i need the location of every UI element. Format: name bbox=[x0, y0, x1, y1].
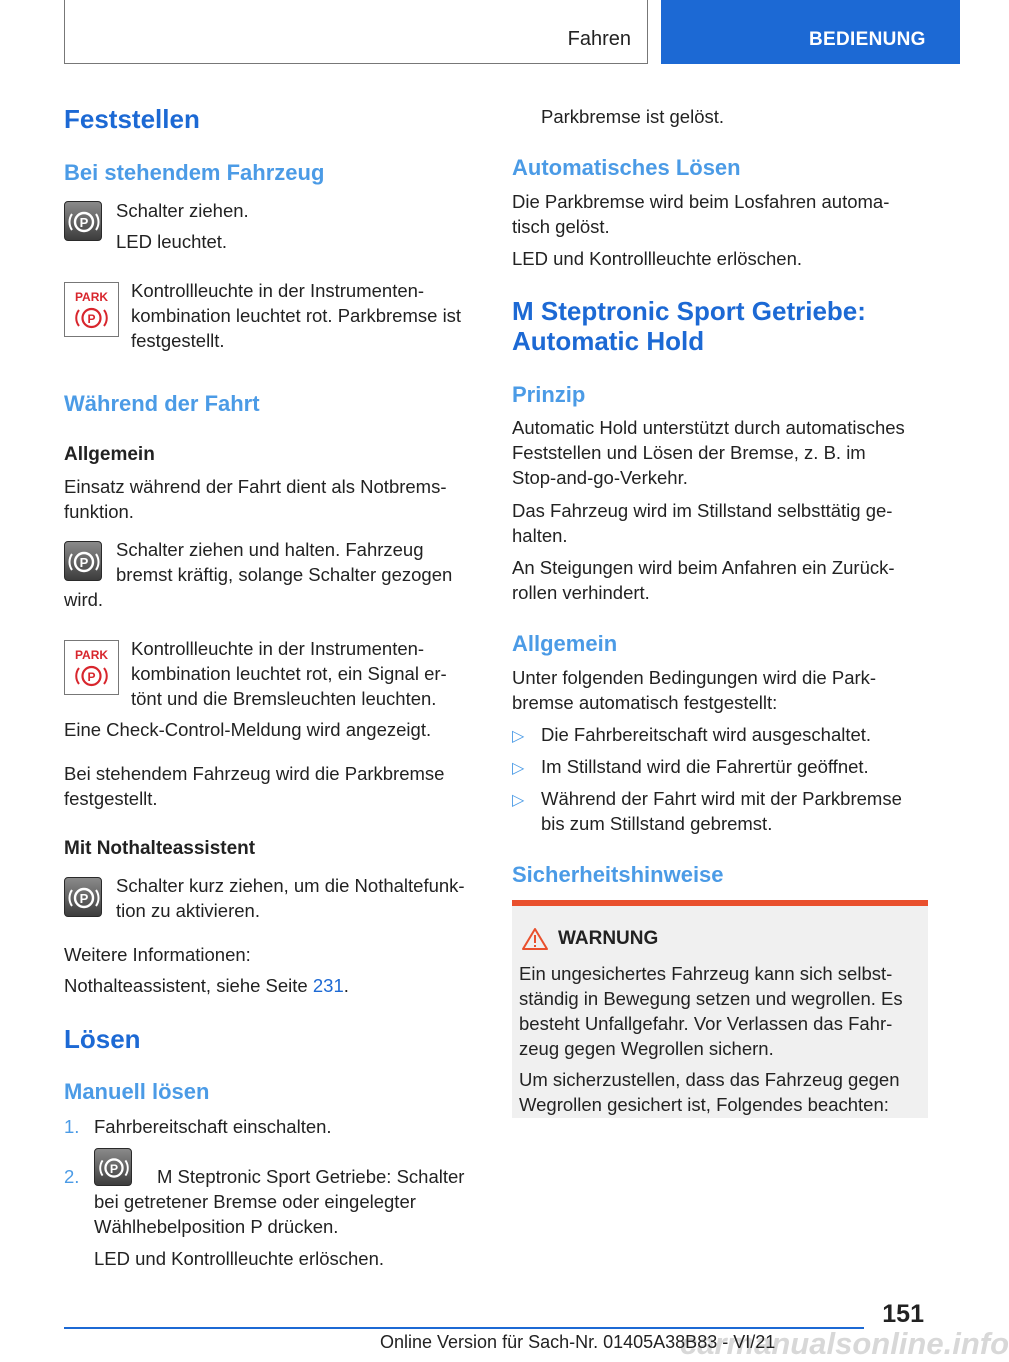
heading-prinzip: Prinzip bbox=[512, 382, 586, 407]
park-warning-light-icon bbox=[64, 282, 119, 337]
text-bedingungen: Unter folgenden Bedingungen wird die Park- bremse automatisch festgestellt: bbox=[512, 667, 877, 713]
text-schalter-halten-1: Schalter ziehen und halten. Fahrzeug bremst kräftig, solange Schalter gezogen bbox=[116, 539, 453, 585]
list-item: Während der Fahrt wird mit der Parkbremse bis zum Stillstand gebremst. bbox=[541, 788, 902, 834]
parking-brake-switch-icon bbox=[64, 877, 102, 917]
footer-version: Online Version für Sach-Nr. 01405A38B83 - VI/21 bbox=[380, 1332, 776, 1352]
header-section-box bbox=[64, 0, 648, 64]
heading-loesen: Lösen bbox=[64, 1024, 141, 1054]
heading-steptronic-automatic-hold: M Steptronic Sport Getriebe: Automatic Hold bbox=[512, 296, 866, 356]
heading-sicherheitshinweise: Sicherheitshinweise bbox=[512, 862, 724, 887]
text-stehend-festgestellt: Bei stehendem Fahrzeug wird die Parkbremse festgestellt. bbox=[64, 763, 445, 809]
park-warning-light-icon bbox=[64, 640, 119, 695]
text-kontrollleuchte-2: Kontrollleuchte in der Instrumenten- kombination leuchtet rot, ein Signal er- tönt und die Bremsleuchten leuchten. bbox=[131, 638, 447, 709]
step-2-text-line1: M Steptronic Sport Getriebe: Schalter bbox=[157, 1166, 465, 1187]
text-stillstand: Das Fahrzeug wird im Stillstand selbsttätig ge- halten. bbox=[512, 500, 893, 546]
svg-text:P: P bbox=[87, 312, 96, 326]
parking-brake-switch-icon bbox=[64, 201, 102, 241]
text-prinzip: Automatic Hold unterstützt durch automatisches Feststellen und Lösen der Bremse, z. B. im Stop-and-go-Verkehr. bbox=[512, 417, 905, 488]
heading-feststellen: Feststellen bbox=[64, 104, 200, 134]
text-led-leuchtet: LED leuchtet. bbox=[116, 231, 228, 252]
text-schalter-halten-2: wird. bbox=[64, 589, 104, 610]
heading-allgemein-left: Allgemein bbox=[64, 444, 155, 465]
text-check-control: Eine Check-Control-Meldung wird angezeigt. bbox=[64, 719, 432, 740]
heading-mit-nothalteassistent: Mit Nothalteassistent bbox=[64, 838, 256, 859]
heading-bei-stehendem-fahrzeug: Bei stehendem Fahrzeug bbox=[64, 160, 325, 185]
heading-automatisches-loesen: Automatisches Lösen bbox=[512, 155, 741, 180]
page-number: 151 bbox=[882, 1300, 924, 1328]
warning-bar bbox=[512, 900, 928, 906]
svg-text:P: P bbox=[87, 670, 96, 684]
step-2-text-rest: bei getretener Bremse oder eingelegter Wählhebelposition P drücken. bbox=[94, 1191, 416, 1237]
list-item: Die Fahrbereitschaft wird ausgeschaltet. bbox=[541, 724, 872, 745]
heading-manuell-loesen: Manuell lösen bbox=[64, 1079, 210, 1104]
bullet-icon: ▷ bbox=[512, 728, 525, 745]
step-number-2: 2. bbox=[64, 1166, 80, 1187]
page-link-231[interactable]: 231 bbox=[312, 975, 344, 996]
list-item: Im Stillstand wird die Fahrertür geöffnet. bbox=[541, 756, 869, 777]
park-icon-label: PARK bbox=[74, 648, 109, 662]
warning-title: WARNUNG bbox=[558, 928, 659, 949]
warning-text-2: Um sicherzustellen, dass das Fahrzeug gegen Wegrollen gesichert ist, Folgendes beachten: bbox=[519, 1069, 900, 1115]
warning-box bbox=[512, 900, 928, 1118]
step-1-text: Fahrbereitschaft einschalten. bbox=[94, 1116, 332, 1137]
header-chapter-label: BEDIENUNG bbox=[809, 29, 926, 50]
parking-brake-switch-icon bbox=[94, 1148, 132, 1186]
heading-allgemein-right: Allgemein bbox=[512, 631, 618, 656]
step-2-after: LED und Kontrollleuchte erlöschen. bbox=[94, 1248, 385, 1269]
svg-text:P: P bbox=[109, 1161, 119, 1176]
text-led-erloeschen: LED und Kontrollleuchte erlöschen. bbox=[512, 248, 803, 269]
svg-text:P: P bbox=[79, 891, 89, 906]
parking-brake-switch-icon bbox=[64, 541, 102, 581]
step-number-1: 1. bbox=[64, 1116, 80, 1137]
text-parkbremse-geloest: Parkbremse ist gelöst. bbox=[541, 106, 725, 127]
text-kontrollleuchte-1: Kontrollleuchte in der Instrumenten- kombination leuchtet rot. Parkbremse ist festgestellt. bbox=[131, 280, 462, 351]
svg-text:P: P bbox=[79, 215, 89, 230]
bullet-icon: ▷ bbox=[512, 760, 525, 777]
park-icon-label: PARK bbox=[74, 290, 109, 304]
text-nothalte-reference: Nothalteassistent, siehe Seite 231. bbox=[64, 975, 349, 996]
heading-waehrend-der-fahrt: Während der Fahrt bbox=[64, 391, 260, 416]
text-notbremsfunktion: Einsatz während der Fahrt dient als Notbrems- funktion. bbox=[64, 476, 447, 522]
text-auto-loesen: Die Parkbremse wird beim Losfahren automa- tisch gelöst. bbox=[512, 191, 890, 237]
text-schalter-ziehen: Schalter ziehen. bbox=[116, 200, 249, 221]
watermark: carmanualsonline.info bbox=[680, 1326, 1009, 1361]
bullet-icon: ▷ bbox=[512, 792, 525, 809]
text-nothalte-aktivieren: Schalter kurz ziehen, um die Nothaltefunk- tion zu aktivieren. bbox=[116, 875, 465, 921]
text-steigung: An Steigungen wird beim Anfahren ein Zurück- rollen verhindert. bbox=[512, 557, 895, 603]
warning-triangle-icon bbox=[522, 927, 548, 951]
svg-text:P: P bbox=[79, 555, 89, 570]
text-weitere-informationen: Weitere Informationen: bbox=[64, 944, 251, 965]
header-chapter-tab[interactable] bbox=[661, 0, 960, 64]
header-section-title: Fahren bbox=[567, 28, 631, 50]
warning-text-1: Ein ungesichertes Fahrzeug kann sich selbst- ständig in Bewegung setzen und wegrollen. Es besteht Unfallgefahr. Vor Verlassen das Fahr- zeug gegen Wegrollen sichern. bbox=[519, 963, 903, 1059]
